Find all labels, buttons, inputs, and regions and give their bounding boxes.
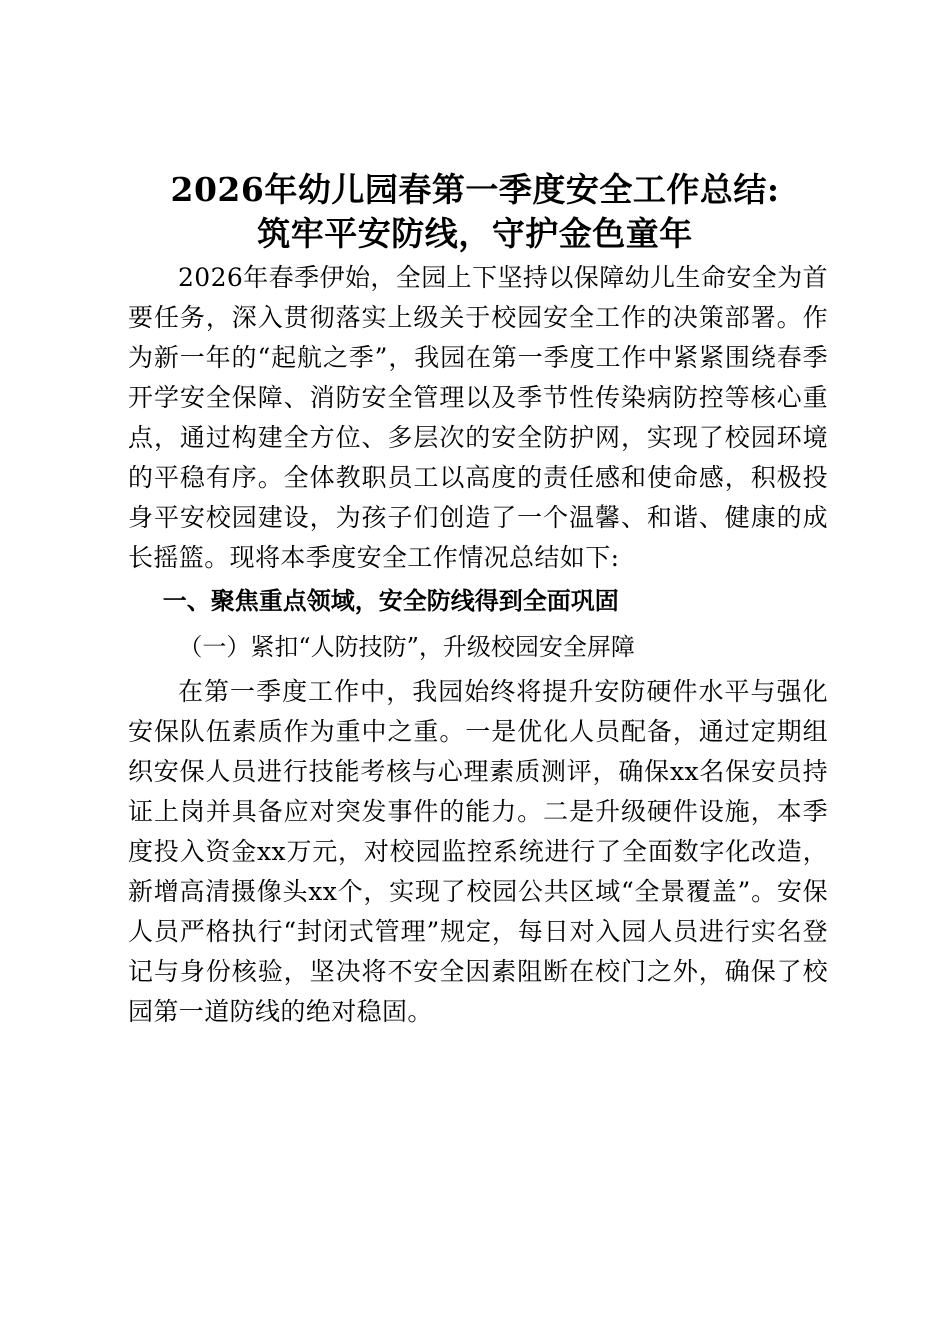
title-line-1: 2026年幼儿园春第一季度安全工作总结: xyxy=(170,170,780,209)
document-title xyxy=(100,168,850,256)
section-heading-1: 一、聚焦重点领域，安全防线得到全面巩固 xyxy=(162,586,619,615)
intro-paragraph: 2026年春季伊始，全园上下坚持以保障幼儿生命安全为首要任务，深入贯彻落实上级关于校园安全工作的决策部署。作为新一年的“起航之季”，我园在第一季度工作中紧紧围绕春季开学安全保障、消防安全管理以及季节性传染病防控等核心重点，通过构建全方位、多层次的安全防护网，实现了校园环境的平稳有序。全体教职员工以高度的责任感和使命感，积极投身平安校园建设，为孩子们创造了一个温馨、和谐、健康的成长摇篮。现将本季度安全工作情况总结如下: xyxy=(128,263,828,572)
subsection-paragraph-1: 在第一季度工作中，我园始终将提升安防硬件水平与强化安保队伍素质作为重中之重。一是优化人员配备，通过定期组织安保人员进行技能考核与心理素质测评，确保xx名保安员持证上岗并具备应对突发事件的能力。二是升级硬件设施，本季度投入资金xx万元，对校园监控系统进行了全面数字化改造，新增高清摄像头xx个，实现了校园公共区域“全景覆盖”。安保人员严格执行“封闭式管理”规定，每日对入园人员进行实名登记与身份核验，坚决将不安全因素阻断在校门之外，确保了校园第一道防线的绝对稳固。 xyxy=(128,677,828,1026)
title-line-2: 筑牢平安防线，守护金色童年 xyxy=(257,214,693,253)
document-body xyxy=(128,258,828,1032)
subsection-heading-1: （一）紧扣“人防技防”，升级校园安全屏障 xyxy=(178,633,635,661)
